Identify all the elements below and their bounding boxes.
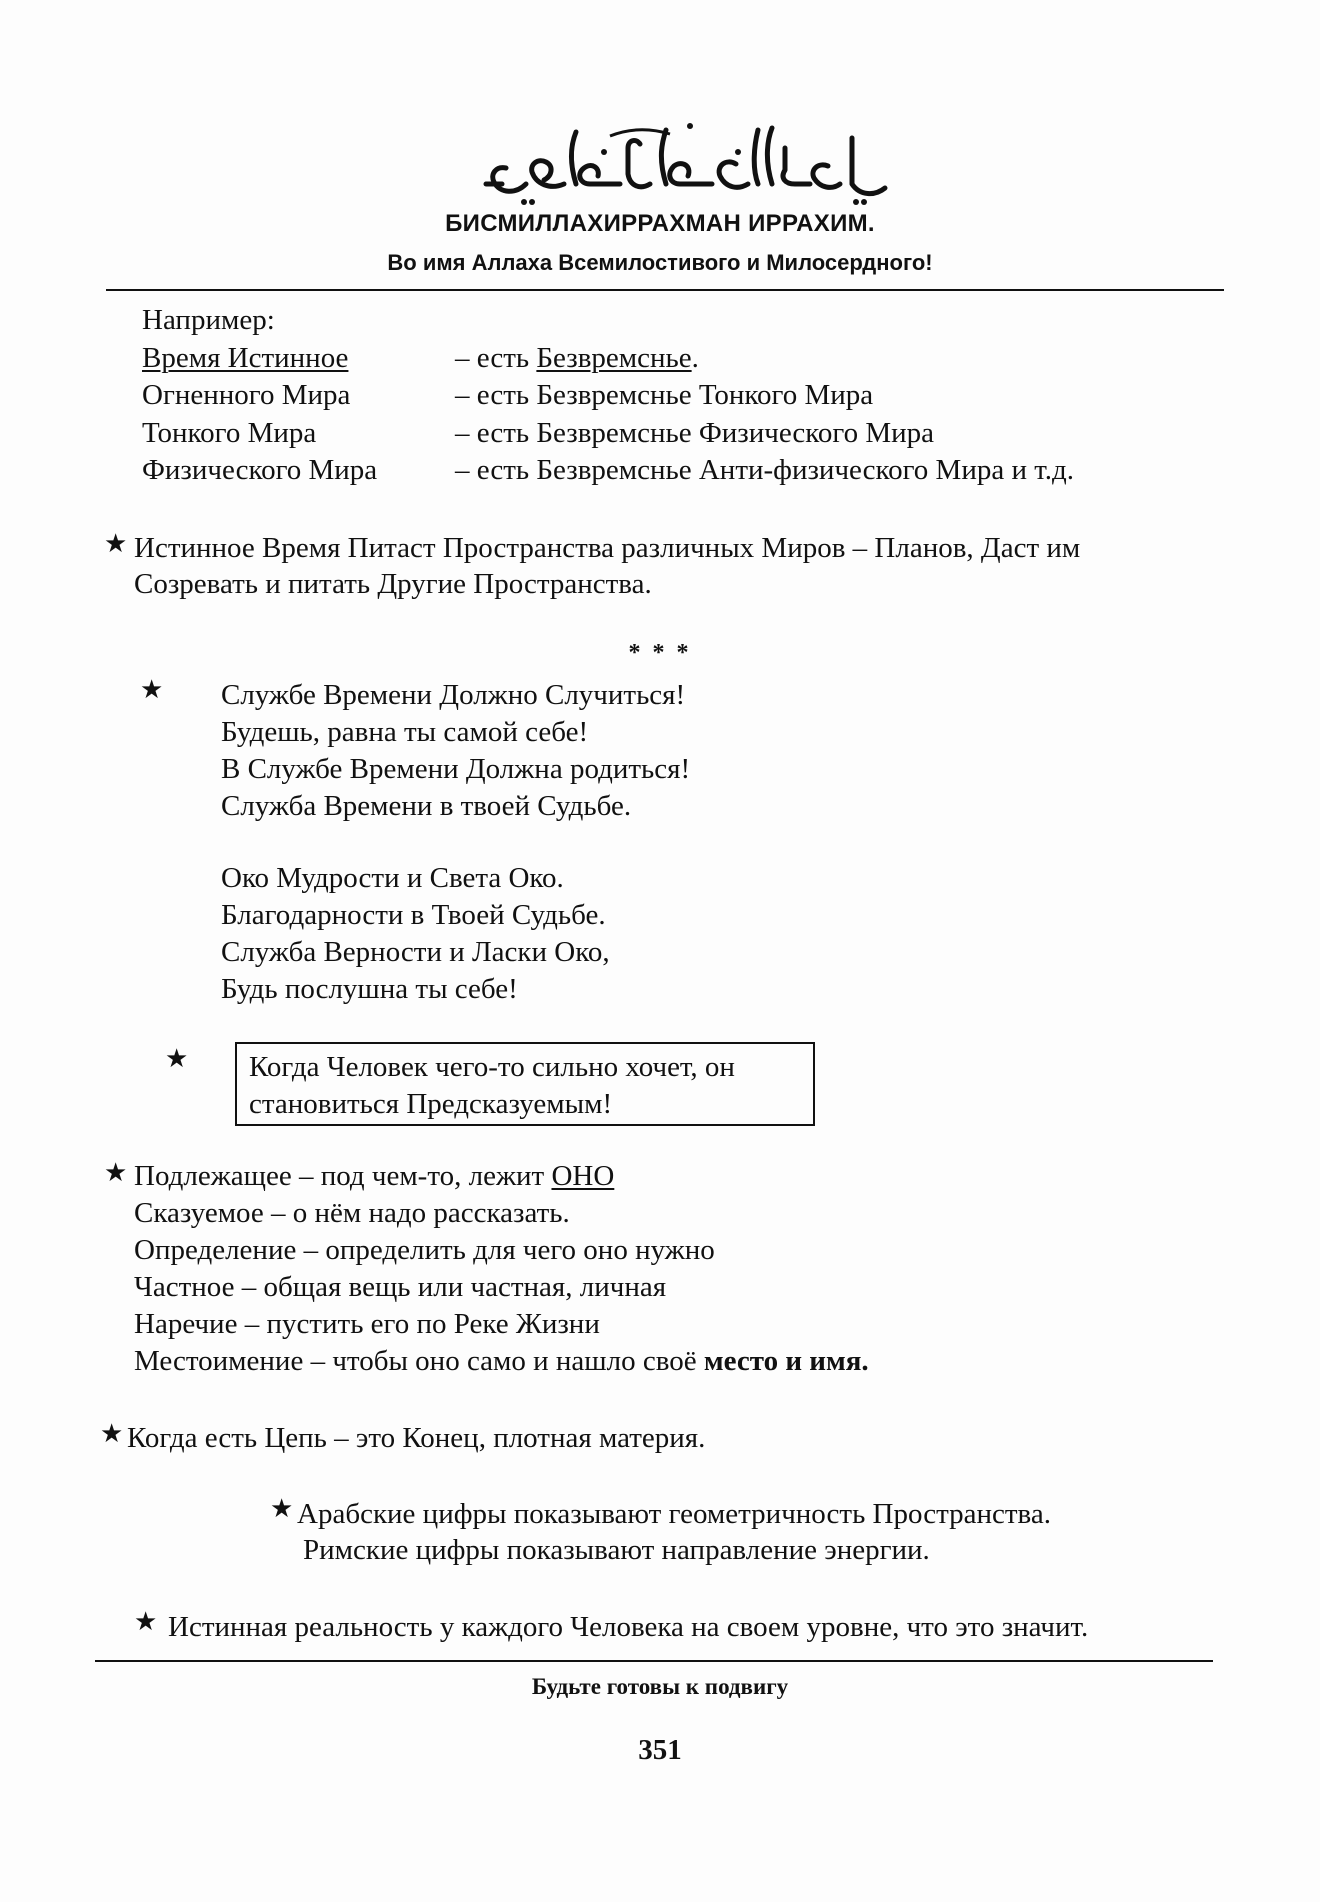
example-row-left: Огненного Мира [142, 379, 351, 411]
grammar-line [134, 1158, 869, 1195]
poem-line: В Службе Времени Должна родиться! [221, 753, 691, 785]
grammar-line-prefix: Подлежащее – под чем-то, лежит [134, 1160, 552, 1192]
footer-text: Будьте готовы к подвигу [531, 1674, 789, 1699]
poem-line: Будь послушна ты себе! [221, 973, 518, 1005]
paragraph-line: Истинное Время Питаст Пространства различных Миров – Планов, Даст им [134, 532, 1081, 564]
star-icon: ★ [165, 1044, 189, 1073]
numerals-line: Арабские цифры показывают геометричность Пространства. [297, 1498, 1051, 1530]
poem-stanza [221, 677, 690, 825]
poem-line: Служба Времени в твоей Судьбе. [221, 790, 632, 822]
grammar-line: Наречие – пустить его по Реке Жизни [134, 1308, 600, 1340]
chain-line: Когда есть Цепь – это Конец, плотная материя. [127, 1422, 706, 1454]
footer-rule [95, 1660, 1213, 1662]
boxed-quote-line: становиться Предсказуемым! [249, 1088, 613, 1120]
paragraph-line: Созревать и питать Другие Пространства. [134, 568, 652, 600]
numerals-line: Римские цифры показывают направление энергии. [303, 1534, 930, 1566]
page-number: 351 [638, 1734, 682, 1766]
star-icon: ★ [104, 529, 128, 558]
example-row-left: Тонкого Мира [142, 416, 317, 449]
boxed-quote [235, 1042, 815, 1126]
example-row-right-suffix: . [691, 341, 699, 374]
example-row-right: – есть Безвремснье Анти-физического Мира и т.д. [455, 454, 1074, 486]
grammar-block [134, 1158, 869, 1380]
header-rule [106, 289, 1224, 291]
example-row-right [455, 340, 699, 377]
grammar-line: Частное – общая вещь или частная, личная [134, 1271, 667, 1303]
boxed-quote-line: Когда Человек чего-то сильно хочет, он [249, 1051, 735, 1083]
header-title: БИСМИЛЛАХИРРАХМАН ИРРАХИМ. [445, 210, 875, 237]
poem-line: Око Мудрости и Света Око. [221, 862, 564, 894]
section-separator: * * * [628, 640, 692, 666]
star-icon: ★ [140, 675, 164, 704]
example-row-left: Время Истинное [142, 341, 349, 374]
example-row-right-prefix: – есть [455, 341, 537, 374]
example-row-left: Физического Мира [142, 454, 378, 486]
example-intro: Например: [142, 304, 275, 336]
grammar-line: Сказуемое – о нём надо рассказать. [134, 1197, 570, 1229]
star-icon: ★ [134, 1607, 158, 1636]
star-icon: ★ [270, 1494, 294, 1523]
header-subtitle: Во имя Аллаха Всемилостивого и Милосердного! [387, 250, 933, 275]
example-row-right: – есть Безвремснье Тонкого Мира [455, 379, 874, 411]
star-icon: ★ [100, 1419, 124, 1448]
poem-line: Благодарности в Твоей Судьбе. [221, 899, 606, 931]
grammar-line-prefix: Местоимение – чтобы оно само и нашло своё [134, 1345, 704, 1377]
grammar-line: Определение – определить для чего оно нужно [134, 1234, 715, 1266]
example-row-right: – есть Безвремснье Физического Мира [455, 416, 935, 449]
poem-line: Служба Верности и Ласки Око, [221, 936, 610, 968]
example-row-right-underlined: Безвремснье [536, 341, 692, 374]
star-icon: ★ [104, 1158, 128, 1187]
poem-line: Службе Времени Должно Случиться! [221, 679, 686, 711]
basmala-calligraphy [480, 118, 900, 208]
poem-line: Будешь, равна ты самой себе! [221, 716, 589, 748]
poem-stanza [221, 860, 610, 1008]
grammar-line-underlined: ОНО [551, 1160, 615, 1192]
grammar-line-bold: место и имя. [703, 1345, 869, 1377]
reality-line: Истинная реальность у каждого Человека на своем уровне, что это значит. [168, 1611, 1089, 1643]
grammar-line [134, 1343, 869, 1380]
